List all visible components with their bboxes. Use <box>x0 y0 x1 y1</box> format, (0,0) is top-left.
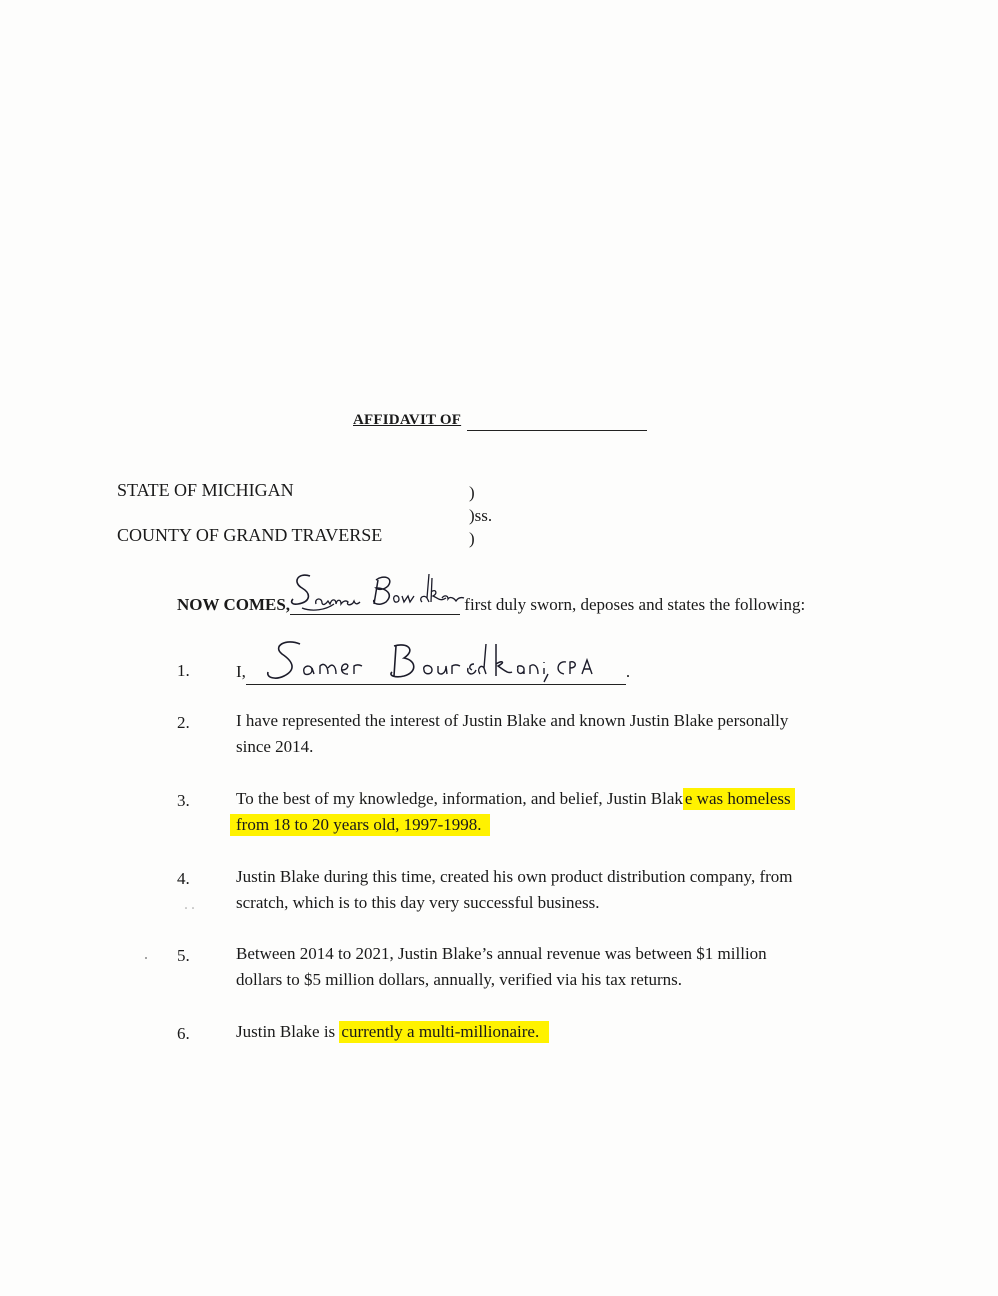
paragraph-6-highlight: currently a multi-millionaire. <box>339 1021 549 1043</box>
state-line: STATE OF MICHIGAN <box>117 480 294 500</box>
venue-paren-top: ) <box>469 483 475 502</box>
paragraph-1-number: 1. <box>177 661 190 680</box>
venue-paren-ss: )ss. <box>469 506 493 525</box>
now-comes-label: NOW COMES, <box>177 595 291 614</box>
paragraph-4-line-2: scratch, which is to this day very successful business. <box>236 893 600 912</box>
paragraph-2-line-2: since 2014. <box>236 737 314 756</box>
paragraph-3-highlight-1: e was homeless <box>683 788 795 810</box>
document-title: AFFIDAVIT OF <box>353 412 462 428</box>
now-comes-text: first duly sworn, deposes and states the following: <box>464 595 806 614</box>
paragraph-5-line-2: dollars to $5 million dollars, annually, verified via his tax returns. <box>236 970 683 989</box>
paragraph-6-number: 6. <box>177 1024 190 1043</box>
paragraph-1-prefix: I, <box>236 662 246 681</box>
paragraph-4-line-1: Justin Blake during this time, created his own product distribution company, from <box>236 867 793 886</box>
paragraph-2-line-1: I have represented the interest of Justin Blake and known Justin Blake personally <box>236 711 789 730</box>
county-line: COUNTY OF GRAND TRAVERSE <box>117 525 383 545</box>
paragraph-1-suffix: . <box>625 662 631 681</box>
venue-paren-bottom: ) <box>469 529 475 548</box>
paragraph-3-highlight-2: from 18 to 20 years old, 1997-1998. <box>230 814 490 836</box>
paragraph-5-line-1: Between 2014 to 2021, Justin Blake’s annual revenue was between $1 million <box>236 944 767 963</box>
paragraph-3-line-1: To the best of my knowledge, information, and belief, Justin Blak <box>236 789 683 808</box>
paragraph-4-number: 4. <box>177 869 190 888</box>
paragraph-2-number: 2. <box>177 713 190 732</box>
paragraph-6-line-1: Justin Blake is <box>236 1022 340 1041</box>
paragraph-5-number: 5. <box>177 946 190 965</box>
paragraph-3-number: 3. <box>177 791 190 810</box>
